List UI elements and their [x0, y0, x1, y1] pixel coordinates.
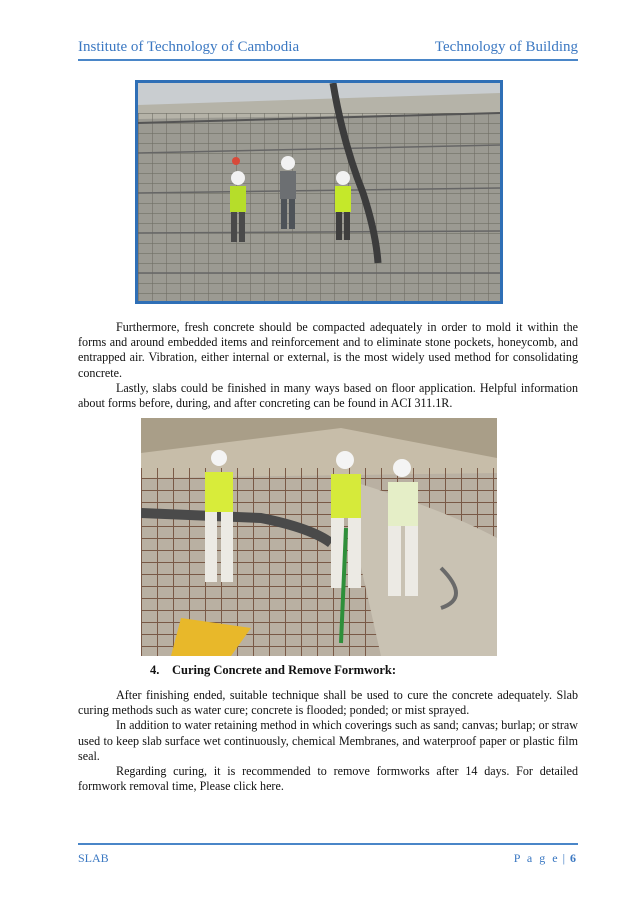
- paragraph: Furthermore, fresh concrete should be compacted adequately in order to mold it within the forms and around embedded items and reinforcement and to eliminate stone pockets, honeycomb, and entrapped air. Vibration, either internal or external, is the most widely used method for consolidating concrete.: [78, 320, 578, 380]
- body-text-top: [78, 320, 578, 411]
- paragraph: Regarding curing, it is recommended to remove formworks after 14 days. For detailed formwork removal time, Please click here.: [78, 764, 578, 794]
- photo-concrete-pouring: [141, 418, 497, 656]
- header-institute: Institute of Technology of Cambodia: [78, 39, 300, 55]
- header-divider: [78, 59, 578, 61]
- paragraph: After finishing ended, suitable technique shall be used to cure the concrete adequately. Slab curing methods such as water cure; concrete is flooded; ponded; or mist sprayed.: [78, 688, 578, 718]
- section-heading: [150, 663, 396, 678]
- page-footer: [78, 851, 578, 866]
- footer-section-label: SLAB: [78, 851, 109, 865]
- paragraph: Lastly, slabs could be finished in many ways based on floor application. Helpful information about forms before, during, and after concreting can be found in ACI 311.1R.: [78, 380, 578, 411]
- page-number-label: P a g e | 6: [513, 851, 578, 865]
- body-text-bottom: [78, 688, 578, 794]
- page-header: [78, 36, 578, 56]
- section-number: 4.: [150, 663, 160, 677]
- page-number: 6: [570, 851, 578, 865]
- paragraph: In addition to water retaining method in which coverings such as sand; canvas; burlap; or straw used to keep slab surface wet continuously, chemical Membranes, and waterproof paper or plastic film seal.: [78, 718, 578, 763]
- photo-rebar-workers: [135, 80, 503, 304]
- page-word: P a g e: [513, 851, 560, 865]
- footer-divider: [78, 843, 578, 845]
- header-course: Technology of Building: [434, 39, 578, 55]
- section-title: Curing Concrete and Remove Formwork:: [172, 663, 397, 677]
